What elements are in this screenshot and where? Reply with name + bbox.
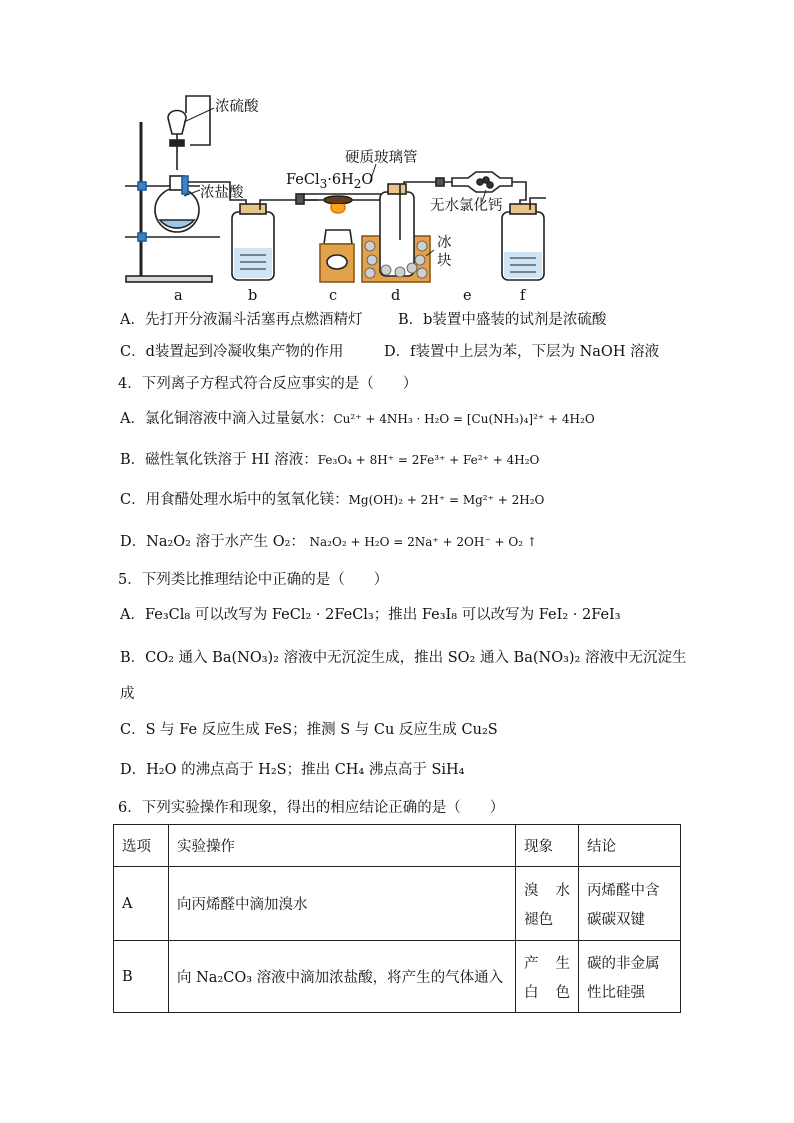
label-fecl3: $FeCl_3\cdot 6H_2O$	[286, 172, 374, 191]
row-a-operation: 向丙烯醛中滴加溴水	[169, 867, 516, 941]
label-b: b	[248, 288, 258, 304]
row-b-option: B	[114, 941, 169, 1013]
row-b-phenomenon: 产 生 白 色	[516, 941, 579, 1013]
header-phenomenon: 现象	[516, 825, 579, 867]
q5-option-b-line2: 成	[120, 686, 135, 702]
q4-option-d: D．Na₂O₂ 溶于水产生 O₂： Na₂O₂ + H₂O = 2Na⁺ + 2OH⁻ + O₂ ↑	[120, 534, 537, 550]
q6-table	[113, 824, 681, 1013]
q5-option-b-line1: B．CO₂ 通入 Ba(NO₃)₂ 溶液中无沉淀生成，推出 SO₂ 通入 Ba(NO₃)₂ 溶液中无沉淀生	[120, 650, 687, 666]
label-e: e	[463, 288, 472, 304]
label-hard-glass-tube: 硬质玻璃管	[345, 150, 418, 166]
row-a-phenomenon: 溴 水 褪色	[516, 867, 579, 941]
row-a-conclusion: 丙烯醛中含 碳碳双键	[579, 867, 681, 941]
label-c: c	[329, 288, 338, 304]
header-conclusion: 结论	[579, 825, 681, 867]
row-a-option: A	[114, 867, 169, 941]
table-row	[114, 941, 681, 1013]
label-ice-1: 冰	[437, 235, 452, 251]
table-header-row	[114, 825, 681, 867]
q5-option-c: C．S 与 Fe 反应生成 FeS；推测 S 与 Cu 反应生成 Cu₂S	[120, 722, 498, 738]
q4-option-c: C．用食醋处理水垢中的氢氧化镁：Mg(OH)₂ + 2H⁺ = Mg²⁺ + 2H₂O	[120, 492, 545, 508]
header-operation: 实验操作	[169, 825, 516, 867]
q3-option-a: A．先打开分液漏斗活塞再点燃酒精灯	[120, 312, 363, 328]
label-f: f	[520, 288, 526, 304]
q5-stem: 5．下列类比推理结论中正确的是（ ）	[118, 572, 389, 588]
q3-option-c: C．d装置起到冷凝收集产物的作用	[120, 344, 344, 360]
q3-option-b: B．b装置中盛装的试剂是浓硫酸	[398, 312, 607, 328]
q4-stem: 4．下列离子方程式符合反应事实的是（ ）	[118, 376, 418, 392]
q4-option-a: A．氯化铜溶液中滴入过量氨水：Cu²⁺ + 4NH₃ · H₂O = [Cu(NH₃)₄]²⁺ + 4H₂O	[120, 411, 595, 427]
q6-stem: 6．下列实验操作和现象，得出的相应结论正确的是（ ）	[118, 800, 505, 816]
label-d: d	[391, 288, 401, 304]
label-a: a	[174, 288, 183, 304]
row-b-operation: 向 Na₂CO₃ 溶液中滴加浓盐酸，将产生的气体通入	[169, 941, 516, 1013]
q5-option-d: D．H₂O 的沸点高于 H₂S；推出 CH₄ 沸点高于 SiH₄	[120, 762, 465, 778]
table-row	[114, 867, 681, 941]
label-conc-sulfuric-acid: 浓硫酸	[215, 99, 259, 115]
label-anhydrous-cacl2: 无水氯化钙	[430, 198, 503, 214]
label-conc-hydrochloric-acid: 浓盐酸	[200, 185, 244, 201]
q4-option-b: B．磁性氧化铁溶于 HI 溶液：Fe₃O₄ + 8H⁺ = 2Fe³⁺ + Fe²⁺ + 4H₂O	[120, 452, 540, 468]
q5-option-a: A．Fe₃Cl₈ 可以改写为 FeCl₂ · 2FeCl₃；推出 Fe₃I₈ 可以改写为 FeI₂ · 2FeI₃	[120, 607, 621, 623]
q3-option-d: D．f装置中上层为苯，下层为 NaOH 溶液	[384, 344, 660, 360]
header-option: 选项	[114, 825, 169, 867]
row-b-conclusion: 碳的非金属 性比硅强	[579, 941, 681, 1013]
label-ice-2: 块	[437, 253, 452, 269]
